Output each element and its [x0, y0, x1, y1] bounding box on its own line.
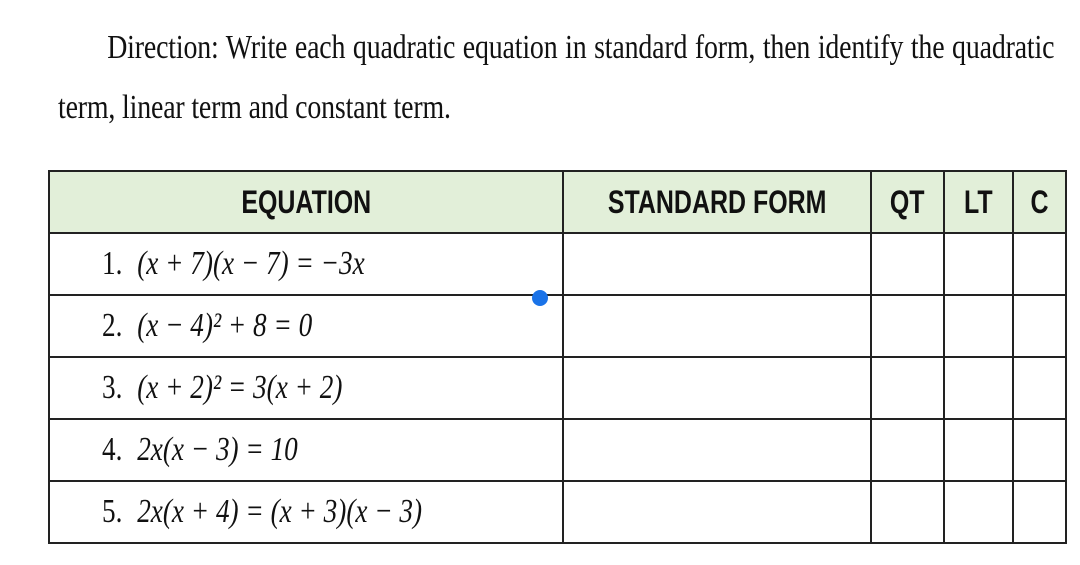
direction-text: Direction: Write each quadratic equation in standard form, then identify the quadratic term, linear term and constant term.: [58, 29, 1055, 126]
lt-cell[interactable]: [944, 233, 1013, 295]
standard-form-cell[interactable]: [563, 419, 871, 481]
table-row: [49, 295, 1066, 357]
header-standard-form: STANDARD FORM: [563, 171, 871, 233]
qt-cell[interactable]: [871, 419, 944, 481]
header-qt: QT: [871, 171, 944, 233]
table-row: [49, 357, 1066, 419]
equation-text: (x + 7)(x − 7) = −3x: [137, 245, 365, 282]
lt-cell[interactable]: [944, 481, 1013, 543]
table-row: [49, 419, 1066, 481]
qt-cell[interactable]: [871, 295, 944, 357]
row-number: 3.: [102, 369, 123, 406]
c-cell[interactable]: [1013, 233, 1066, 295]
qt-cell[interactable]: [871, 357, 944, 419]
row-number: 5.: [102, 493, 123, 530]
equation-text: 2x(x − 3) = 10: [137, 431, 298, 468]
equation-cell: [49, 233, 563, 295]
c-cell[interactable]: [1013, 419, 1066, 481]
header-equation: EQUATION: [49, 171, 563, 233]
equation-text: (x + 2)² = 3(x + 2): [137, 369, 343, 406]
equation-cell: [49, 419, 563, 481]
qt-cell[interactable]: [871, 481, 944, 543]
equation-cell: [49, 481, 563, 543]
standard-form-cell[interactable]: [563, 357, 871, 419]
lt-cell[interactable]: [944, 357, 1013, 419]
lt-cell[interactable]: [944, 295, 1013, 357]
row-number: 1.: [102, 245, 123, 282]
equation-text: 2x(x + 4) = (x + 3)(x − 3): [137, 493, 423, 530]
standard-form-cell[interactable]: [563, 295, 871, 357]
standard-form-cell[interactable]: [563, 233, 871, 295]
c-cell[interactable]: [1013, 481, 1066, 543]
quadratic-table: [48, 170, 1067, 544]
equation-cell: [49, 357, 563, 419]
standard-form-cell[interactable]: [563, 481, 871, 543]
qt-cell[interactable]: [871, 233, 944, 295]
equation-text: (x − 4)² + 8 = 0: [137, 307, 313, 344]
row-number: 2.: [102, 307, 123, 344]
c-cell[interactable]: [1013, 357, 1066, 419]
header-lt: LT: [944, 171, 1013, 233]
row-number: 4.: [102, 431, 123, 468]
lt-cell[interactable]: [944, 419, 1013, 481]
equation-cell: [49, 295, 563, 357]
table-header-row: [49, 171, 1066, 233]
cursor-dot: [532, 290, 548, 306]
c-cell[interactable]: [1013, 295, 1066, 357]
header-c: C: [1013, 171, 1066, 233]
table-row: [49, 233, 1066, 295]
table-row: [49, 481, 1066, 543]
